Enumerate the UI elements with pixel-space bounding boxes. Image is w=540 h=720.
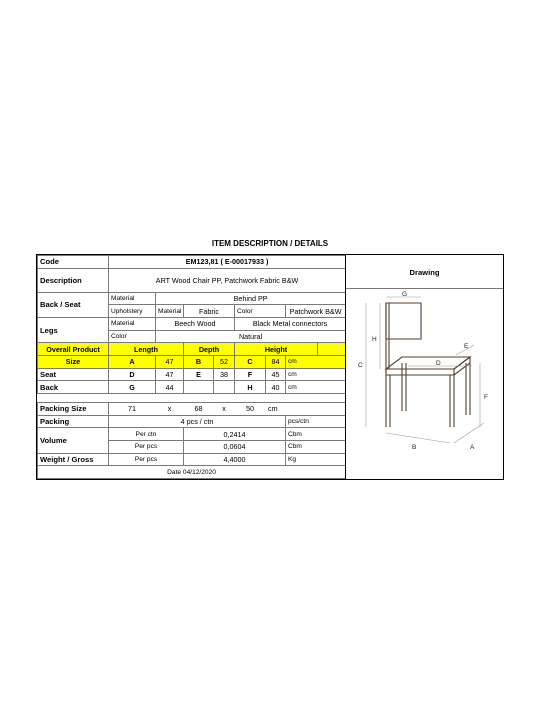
spec-table <box>37 255 346 479</box>
packing-label: Packing <box>38 415 109 428</box>
dim-line-a <box>454 423 484 443</box>
packing-size-unit: cm <box>266 403 318 416</box>
dim-b-letter: B <box>184 355 214 368</box>
depth-header: Depth <box>184 343 235 356</box>
weight-row <box>38 453 346 466</box>
drawing-label-e: E <box>464 343 469 350</box>
dim-f-letter: F <box>235 368 266 381</box>
spacer-row <box>38 393 346 402</box>
date-row <box>38 466 346 479</box>
code-row <box>38 256 346 269</box>
spacer <box>38 393 346 402</box>
legs-material-label: Material <box>109 318 156 331</box>
weight-unit: Kg <box>286 453 346 466</box>
dim-h-letter: H <box>235 381 266 394</box>
drawing-divider <box>346 288 503 289</box>
volume-per-pcs-unit: Cbm <box>286 441 346 454</box>
dim-a-letter: A <box>109 355 156 368</box>
packing-size-v3: 50 <box>235 403 266 416</box>
seat-label: Seat <box>38 368 109 381</box>
seat-unit: cm <box>286 368 346 381</box>
back-seat-label: Back / Seat <box>38 292 109 317</box>
upholstery-color-value: Patchwork B&W <box>286 305 346 318</box>
chair-seat-front <box>386 369 454 375</box>
volume-per-pcs-label: Per pcs <box>109 441 184 454</box>
packing-size-row <box>38 403 346 416</box>
chair-seat-top <box>386 357 470 369</box>
packing-size-x1: x <box>156 403 184 416</box>
drawing-label-g: G <box>402 291 408 298</box>
volume-label: Volume <box>38 428 109 453</box>
upholstery-label: Upholstery <box>109 305 156 318</box>
description-value: ART Wood Chair PP, Patchwork Fabric B&W <box>109 268 346 292</box>
seat-dimensions-row <box>38 368 346 381</box>
sheet-title: ITEM DESCRIPTION / DETAILS <box>211 239 329 248</box>
back-label: Back <box>38 381 109 394</box>
dim-c-value: 84 <box>266 355 286 368</box>
back-seat-material-label: Material <box>109 292 156 305</box>
drawing-title: Drawing <box>409 268 440 277</box>
upholstery-material-value: Fabric <box>184 305 235 318</box>
back-empty-cell <box>184 381 214 394</box>
overall-size-header: Overall Product <box>38 343 109 356</box>
chair-backrest <box>386 303 421 339</box>
upholstery-material-label: Material <box>156 305 184 318</box>
back-seat-material-value: Behind PP <box>156 292 346 305</box>
packing-size-v1: 71 <box>109 403 156 416</box>
drawing-label-f: F <box>484 394 488 401</box>
dim-h-value: 40 <box>266 381 286 394</box>
weight-value: 4,4000 <box>184 453 286 466</box>
back-seat-material-row <box>38 292 346 305</box>
weight-per-label: Per pcs <box>109 453 184 466</box>
header-unit-cell <box>318 343 346 356</box>
dim-f-value: 45 <box>266 368 286 381</box>
drawing-label-b: B <box>412 444 417 451</box>
legs-color-value: Natural <box>156 330 346 343</box>
volume-ctn-row <box>38 428 346 441</box>
packing-size-label: Packing Size <box>38 403 109 416</box>
drawing-label-c: C <box>358 362 363 369</box>
dim-g-value: 44 <box>156 381 184 394</box>
height-header: Height <box>235 343 318 356</box>
packing-size-v2: 68 <box>184 403 214 416</box>
legs-material-row <box>38 318 346 331</box>
dim-d-letter: D <box>109 368 156 381</box>
volume-per-ctn-value: 0,2414 <box>184 428 286 441</box>
date: Date 04/12/2020 <box>38 466 346 479</box>
dim-a-value: 47 <box>156 355 184 368</box>
overall-size-label: Size <box>38 355 109 368</box>
dim-e-value: 38 <box>214 368 235 381</box>
dim-line-b <box>386 433 450 443</box>
dim-d-value: 47 <box>156 368 184 381</box>
dim-b-value: 52 <box>214 355 235 368</box>
chair-leg-back-right <box>466 363 470 415</box>
back-empty-cell <box>214 381 235 394</box>
chair-leg-front-left <box>386 375 390 427</box>
dim-c-letter: C <box>235 355 266 368</box>
volume-per-ctn-label: Per ctn <box>109 428 184 441</box>
drawing-label-a: A <box>470 444 475 451</box>
chair-outline <box>386 303 470 427</box>
legs-label: Legs <box>38 318 109 343</box>
upholstery-color-label: Color <box>235 305 286 318</box>
packing-row <box>38 415 346 428</box>
dimensions-header-row <box>38 343 346 356</box>
volume-per-ctn-unit: Cbm <box>286 428 346 441</box>
packing-unit: pcs/ctn <box>286 415 346 428</box>
code-value: EM123,81 ( E-00017933 ) <box>109 256 346 269</box>
overall-unit: cm <box>286 355 346 368</box>
length-header: Length <box>109 343 184 356</box>
chair-leg-back-left <box>402 363 406 411</box>
legs-material-extra: Black Metal connectors <box>235 318 346 331</box>
back-unit: cm <box>286 381 346 394</box>
legs-color-label: Color <box>109 330 156 343</box>
drawing-label-h: H <box>372 336 377 343</box>
volume-per-pcs-value: 0,0604 <box>184 441 286 454</box>
packing-value: 4 pcs / ctn <box>109 415 286 428</box>
legs-material-value: Beech Wood <box>156 318 235 331</box>
back-dimensions-row <box>38 381 346 394</box>
dim-g-letter: G <box>109 381 156 394</box>
drawing-panel <box>345 255 503 479</box>
chair-drawing <box>346 291 502 475</box>
drawing-label-d: D <box>436 360 441 367</box>
code-label: Code <box>38 256 109 269</box>
chair-leg-front-right <box>450 375 454 427</box>
overall-dimensions-row <box>38 355 346 368</box>
description-label: Description <box>38 268 109 292</box>
packing-size-empty <box>318 403 346 416</box>
weight-label: Weight / Gross <box>38 453 109 466</box>
description-row <box>38 268 346 292</box>
spec-sheet <box>36 254 504 480</box>
packing-size-x2: x <box>214 403 235 416</box>
dim-e-letter: E <box>184 368 214 381</box>
